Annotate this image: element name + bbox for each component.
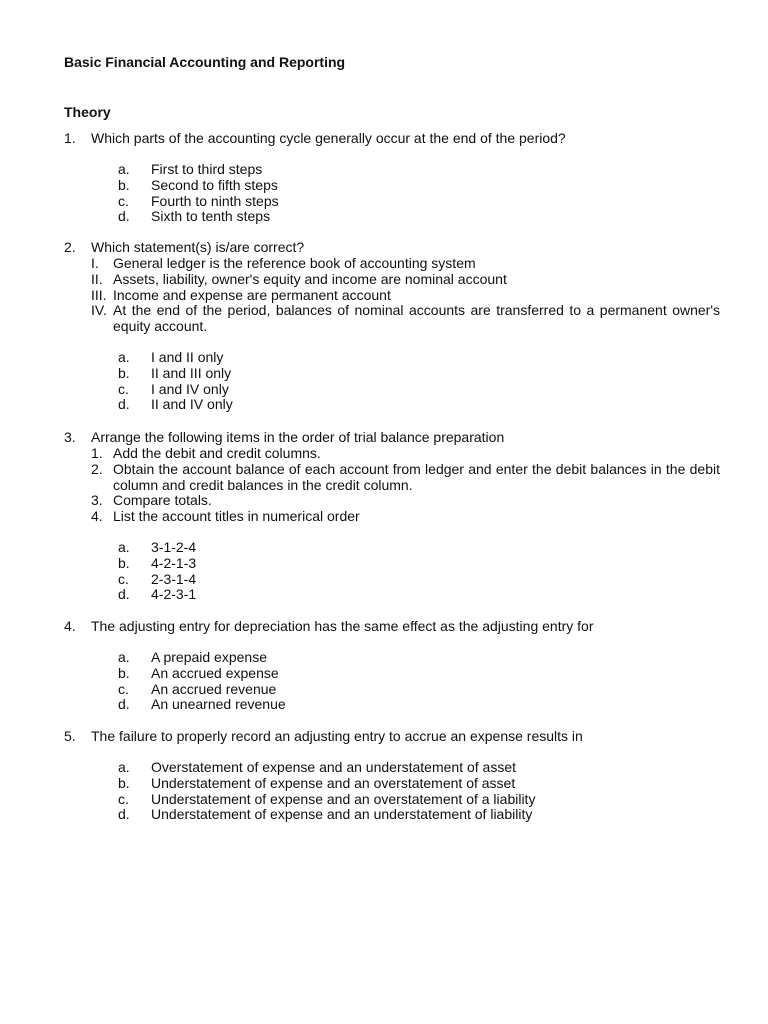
statement-text: List the account titles in numerical order	[113, 508, 360, 525]
choice-letter: c.	[118, 570, 129, 587]
choice-text: 4-2-3-1	[151, 586, 197, 603]
choice-item	[64, 572, 720, 588]
statement-marker: 3.	[91, 492, 103, 509]
choice-item	[64, 540, 720, 556]
choice-text: 3-1-2-4	[151, 538, 197, 555]
choice-item	[64, 760, 720, 776]
choice-item	[64, 209, 720, 225]
choice-letter: c.	[118, 790, 129, 807]
choice-text: I and II only	[151, 348, 224, 365]
choice-list	[64, 162, 720, 225]
choice-item	[64, 178, 720, 194]
question-1	[64, 131, 720, 225]
statement-item	[64, 272, 720, 288]
choice-letter: a.	[118, 759, 130, 775]
statement-text: Add the debit and credit columns.	[113, 445, 321, 461]
choice-text: Understatement of expense and an overstatement of asset	[151, 774, 516, 791]
choice-text: Second to fifth steps	[151, 176, 278, 193]
statement-item	[64, 446, 720, 462]
section-heading: Theory	[64, 104, 111, 120]
choice-item	[64, 666, 720, 682]
choice-item	[64, 807, 720, 823]
statement-item	[64, 462, 720, 494]
question-stem	[64, 729, 720, 745]
choice-text: Fourth to ninth steps	[151, 192, 279, 209]
question-text: Which parts of the accounting cycle generally occur at the end of the period?	[91, 130, 566, 146]
choice-letter: b.	[118, 176, 130, 193]
choice-item	[64, 366, 720, 382]
choice-text: An accrued revenue	[151, 680, 277, 697]
choice-text: First to third steps	[151, 161, 263, 177]
choice-item	[64, 162, 720, 178]
choice-item	[64, 382, 720, 398]
choice-text: An accrued expense	[151, 664, 279, 681]
statement-item	[64, 493, 720, 509]
choice-text: 4-2-1-3	[151, 554, 197, 571]
choice-letter: d.	[118, 208, 130, 225]
question-number: 5.	[64, 728, 76, 744]
choice-text: I and IV only	[151, 380, 229, 397]
question-text: Arrange the following items in the order of trial balance preparation	[91, 429, 505, 445]
choice-list	[64, 760, 720, 823]
choice-text: II and III only	[151, 364, 232, 381]
choice-letter: d.	[118, 696, 130, 713]
statement-item	[64, 288, 720, 304]
question-text: Which statement(s) is/are correct?	[91, 239, 305, 255]
document-title: Basic Financial Accounting and Reporting	[64, 54, 346, 70]
statement-marker: 2.	[91, 460, 103, 477]
choice-text: Understatement of expense and an overstatement of a liability	[151, 790, 536, 807]
statement-text: Obtain the account balance of each account from ledger and enter the debit balances in the debit column and credit balances in the credit column.	[113, 460, 720, 493]
choice-letter: a.	[118, 538, 130, 555]
statement-marker: II.	[91, 270, 103, 287]
question-stem	[64, 240, 720, 256]
choice-item	[64, 682, 720, 698]
question-text: The failure to properly record an adjusting entry to accrue an expense results in	[91, 728, 583, 744]
choice-item	[64, 194, 720, 210]
choice-letter: a.	[118, 649, 130, 665]
statement-item	[64, 509, 720, 525]
choice-letter: b.	[118, 664, 130, 681]
statement-text: Income and expense are permanent account	[113, 286, 391, 303]
choice-letter: b.	[118, 774, 130, 791]
choice-text: 2-3-1-4	[151, 570, 197, 587]
statement-text: Compare totals.	[113, 492, 212, 509]
choice-item	[64, 776, 720, 792]
choice-item	[64, 587, 720, 603]
choice-letter: a.	[118, 348, 130, 365]
choice-text: Sixth to tenth steps	[151, 208, 271, 225]
statement-text: Assets, liability, owner's equity and income are nominal account	[113, 270, 507, 287]
question-stem	[64, 619, 720, 635]
choice-list	[64, 350, 720, 413]
choice-letter: d.	[118, 586, 130, 603]
choice-letter: d.	[118, 806, 130, 823]
choice-text: Understatement of expense and an understatement of liability	[151, 806, 533, 823]
choice-item	[64, 697, 720, 713]
statement-marker: 1.	[91, 445, 103, 461]
question-stem	[64, 131, 720, 147]
choice-letter: d.	[118, 396, 130, 413]
choice-text: II and IV only	[151, 396, 233, 413]
choice-letter: a.	[118, 161, 130, 177]
question-number: 1.	[64, 130, 76, 146]
statement-marker: IV.	[91, 302, 107, 319]
question-number: 4.	[64, 618, 76, 634]
choice-item	[64, 397, 720, 413]
question-number: 3.	[64, 429, 76, 445]
choice-letter: c.	[118, 380, 129, 397]
choice-item	[64, 650, 720, 666]
choice-letter: c.	[118, 680, 129, 697]
choice-list	[64, 650, 720, 713]
question-4	[64, 619, 720, 713]
question-number: 2.	[64, 239, 76, 255]
statement-marker: I.	[91, 255, 99, 271]
choice-letter: b.	[118, 364, 130, 381]
statement-item	[64, 303, 720, 335]
statement-item	[64, 256, 720, 272]
choice-list	[64, 540, 720, 603]
choice-item	[64, 792, 720, 808]
choice-text: Overstatement of expense and an understatement of asset	[151, 759, 516, 775]
choice-text: An unearned revenue	[151, 696, 286, 713]
question-3	[64, 430, 720, 603]
question-2	[64, 240, 720, 413]
statement-marker: 4.	[91, 508, 103, 525]
choice-text: A prepaid expense	[151, 649, 267, 665]
choice-item	[64, 350, 720, 366]
statement-text: General ledger is the reference book of accounting system	[113, 255, 476, 271]
choice-letter: b.	[118, 554, 130, 571]
question-5	[64, 729, 720, 823]
choice-item	[64, 556, 720, 572]
question-text: The adjusting entry for depreciation has the same effect as the adjusting entry for	[91, 618, 594, 634]
statement-text: At the end of the period, balances of nominal accounts are transferred to a permanent owner's equity account.	[113, 302, 720, 335]
statement-marker: III.	[91, 286, 107, 303]
choice-letter: c.	[118, 192, 129, 209]
question-stem	[64, 430, 720, 446]
